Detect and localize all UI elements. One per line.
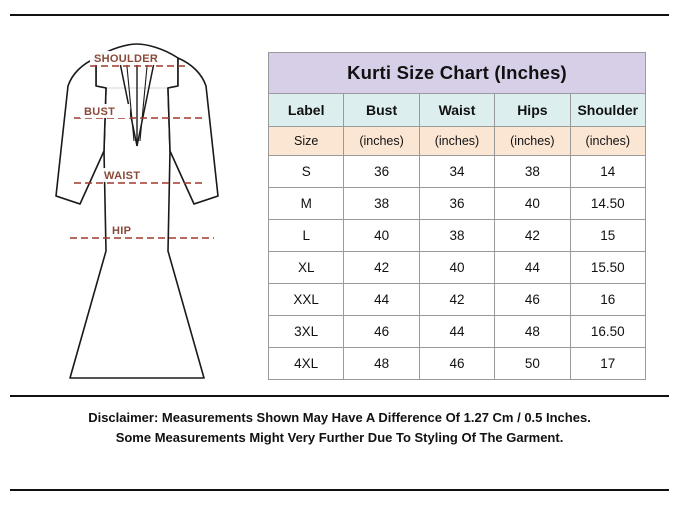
cell-shoulder: 16 xyxy=(570,284,645,316)
cell-waist: 38 xyxy=(419,220,494,252)
cell-hips: 42 xyxy=(495,220,570,252)
cell-waist: 34 xyxy=(419,156,494,188)
cell-waist: 44 xyxy=(419,316,494,348)
units-shoulder: (inches) xyxy=(570,127,645,156)
cell-shoulder: 15 xyxy=(570,220,645,252)
table-row xyxy=(269,284,646,316)
table-row xyxy=(269,348,646,380)
cell-hips: 46 xyxy=(495,284,570,316)
cell-size: S xyxy=(269,156,344,188)
size-chart-table-wrap xyxy=(268,52,646,380)
cell-bust: 36 xyxy=(344,156,419,188)
table-row xyxy=(269,188,646,220)
label-waist: WAIST xyxy=(104,170,141,182)
cell-waist: 42 xyxy=(419,284,494,316)
cell-size: M xyxy=(269,188,344,220)
table-title-row xyxy=(269,53,646,94)
cell-bust: 46 xyxy=(344,316,419,348)
units-hips: (inches) xyxy=(495,127,570,156)
cell-shoulder: 15.50 xyxy=(570,252,645,284)
cell-size: XXL xyxy=(269,284,344,316)
disclaimer-line-2: Some Measurements Might Very Further Due To Styling Of The Garment. xyxy=(115,430,564,445)
cell-bust: 38 xyxy=(344,188,419,220)
size-chart-table xyxy=(268,52,646,380)
cell-shoulder: 16.50 xyxy=(570,316,645,348)
page-title: Kurti Size Chart (Inches) xyxy=(269,53,646,94)
label-hip: HIP xyxy=(112,225,132,237)
cell-bust: 44 xyxy=(344,284,419,316)
cell-bust: 40 xyxy=(344,220,419,252)
label-bust: BUST xyxy=(84,106,116,118)
header-bust: Bust xyxy=(344,94,419,127)
cell-bust: 48 xyxy=(344,348,419,380)
units-size: Size xyxy=(269,127,344,156)
bottom-divider xyxy=(10,489,669,491)
cell-hips: 48 xyxy=(495,316,570,348)
units-bust: (inches) xyxy=(344,127,419,156)
cell-hips: 40 xyxy=(495,188,570,220)
disclaimer-line-1: Disclaimer: Measurements Shown May Have A Difference Of 1.27 Cm / 0.5 Inches. xyxy=(88,410,591,425)
table-header-row xyxy=(269,94,646,127)
cell-hips: 44 xyxy=(495,252,570,284)
table-row xyxy=(269,316,646,348)
header-shoulder: Shoulder xyxy=(570,94,645,127)
cell-shoulder: 14 xyxy=(570,156,645,188)
table-units-row xyxy=(269,127,646,156)
cell-size: 4XL xyxy=(269,348,344,380)
cell-hips: 50 xyxy=(495,348,570,380)
section-divider xyxy=(10,395,669,397)
cell-waist: 36 xyxy=(419,188,494,220)
cell-size: XL xyxy=(269,252,344,284)
units-waist: (inches) xyxy=(419,127,494,156)
header-hips: Hips xyxy=(495,94,570,127)
disclaimer xyxy=(0,408,679,448)
cell-waist: 46 xyxy=(419,348,494,380)
cell-hips: 38 xyxy=(495,156,570,188)
cell-shoulder: 17 xyxy=(570,348,645,380)
header-waist: Waist xyxy=(419,94,494,127)
header-label: Label xyxy=(269,94,344,127)
kurti-illustration xyxy=(18,26,256,386)
cell-size: L xyxy=(269,220,344,252)
cell-size: 3XL xyxy=(269,316,344,348)
table-row xyxy=(269,220,646,252)
label-shoulder: SHOULDER xyxy=(94,53,159,65)
table-row xyxy=(269,156,646,188)
table-row xyxy=(269,252,646,284)
cell-waist: 40 xyxy=(419,252,494,284)
top-divider xyxy=(10,14,669,16)
cell-bust: 42 xyxy=(344,252,419,284)
cell-shoulder: 14.50 xyxy=(570,188,645,220)
